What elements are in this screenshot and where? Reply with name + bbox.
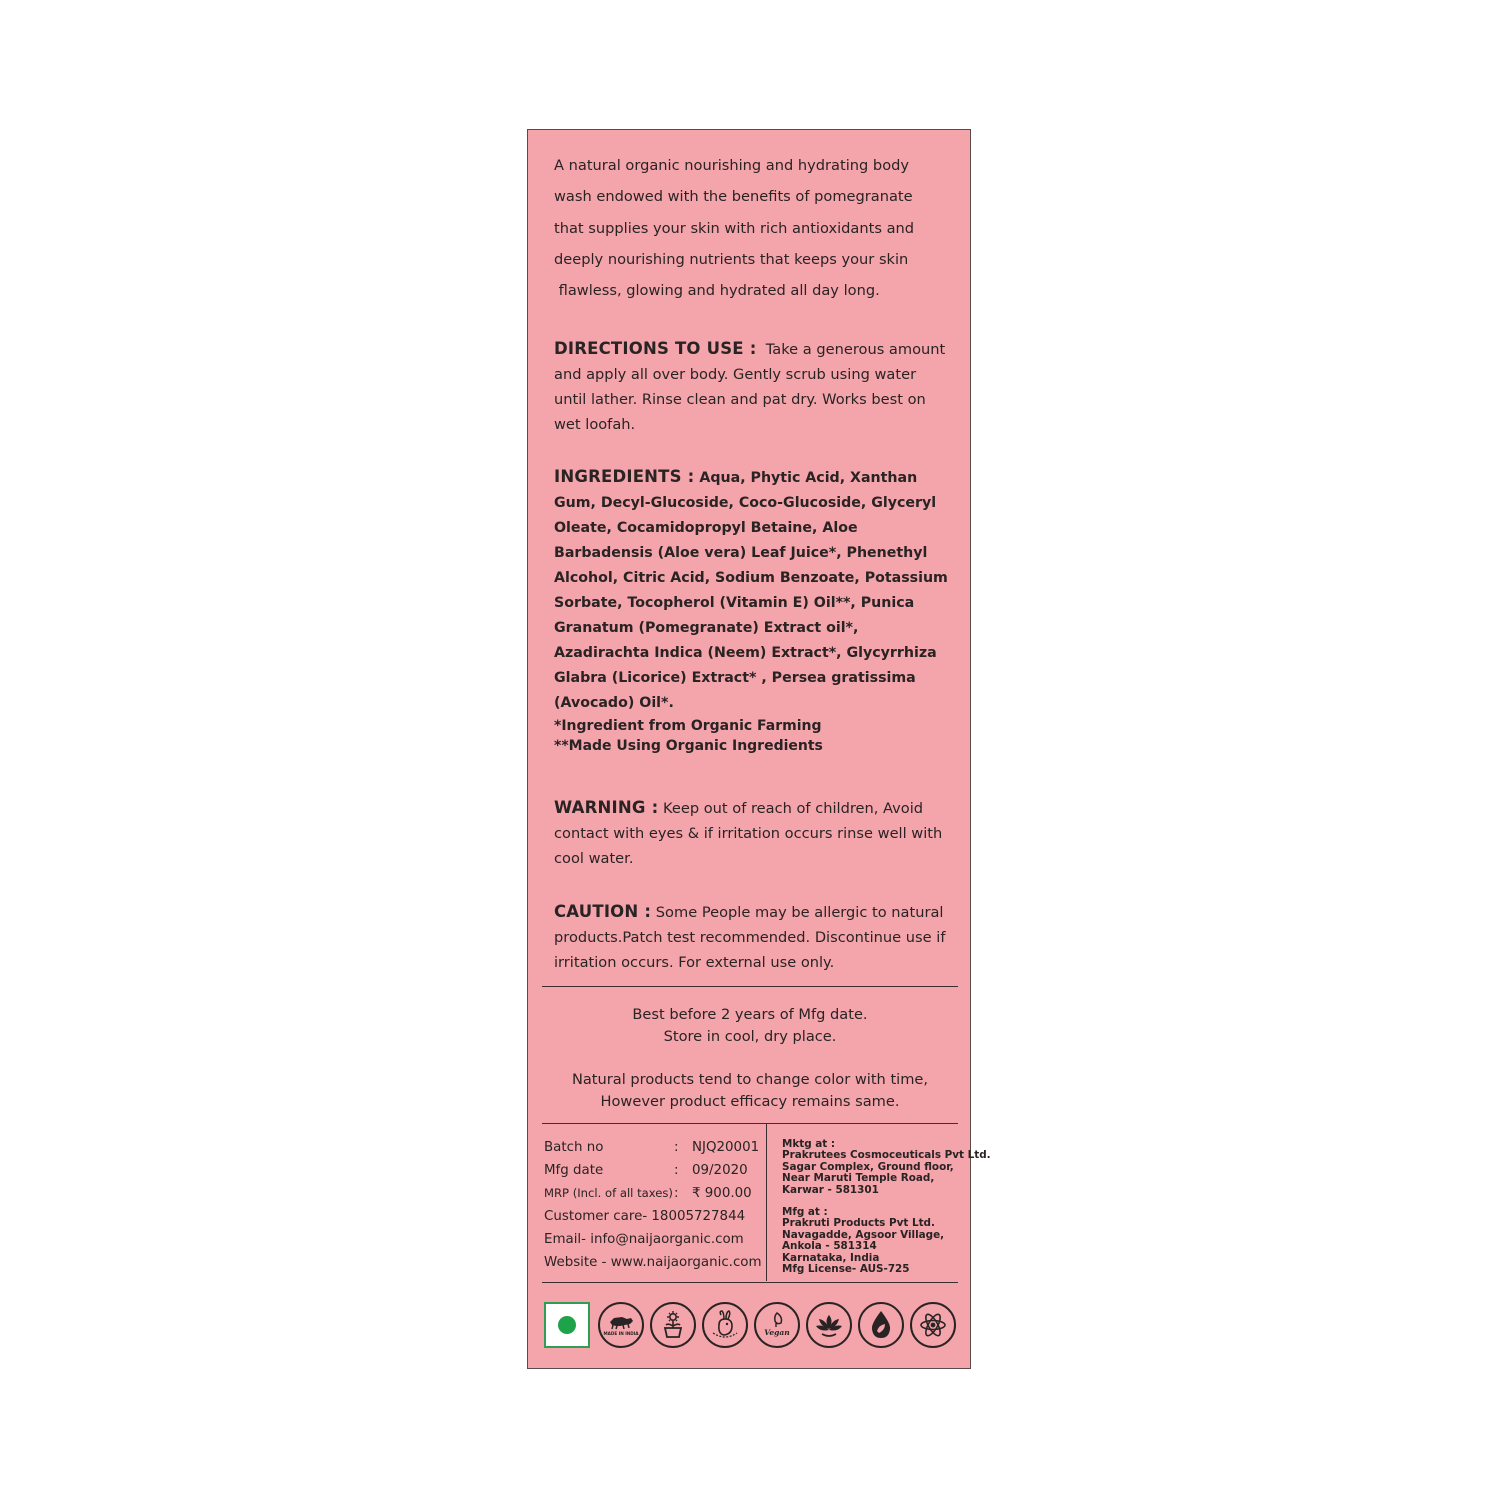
manufacturing-address: Ankola - 581314 [782,1240,877,1253]
mrp-label: MRP (Incl. of all taxes) [544,1186,673,1200]
cruelty-free-icon [702,1302,748,1348]
batch-value: NJQ20001 [692,1140,760,1155]
lotus-icon [806,1302,852,1348]
marketing-address: Karwar - 581301 [782,1183,879,1196]
manufacturing-company: Prakruti Products Pvt Ltd. [782,1217,935,1230]
ingredients-text: Aqua, Phytic Acid, Xanthan Gum, Decyl-Glucoside, Coco-Glucoside, Glyceryl Oleate, Cocamidopropyl Betaine, Aloe Barbadensis (Aloe vera) Leaf Juice*, Phenethyl Alcohol, Citric Acid, Sodium Benzoate, Potassium Sorbate, Tocopherol (Vitamin E) Oil**, Punica Granatum (Pomegranate) Extract oil*, Azadirachta Indica (Neem) Extract*, Glycyrrhiza Glabra (Licorice) Extract* , Persea gratissima (Avocado) Oil*. [554,470,948,711]
potted-plant-icon [650,1302,696,1348]
batch-label: Batch no [544,1140,604,1155]
veg-mark-icon [544,1302,590,1348]
divider [542,1282,958,1283]
separator: : [674,1140,679,1155]
manufacturing-address: Karnataka, India [782,1251,880,1264]
caution-text: Some People may be allergic to natural products.Patch test recommended. Discontinue use if irritation occurs. For external use only. [554,904,946,971]
mfg-date-label: Mfg date [544,1163,604,1178]
product-description [554,150,954,306]
product-label [527,129,991,1369]
directions-section [554,336,952,437]
water-drop-icon [858,1302,904,1348]
address-block [782,1138,991,1276]
warning-text: Keep out of reach of children, Avoid contact with eyes & if irritation occurs rinse well with cool water. [554,800,943,867]
made-in-india-text: MADE IN INDIA [603,1331,639,1336]
storage-info [528,1004,972,1048]
website: Website - www.naijaorganic.com [544,1255,762,1270]
directions-heading: DIRECTIONS TO USE : [554,339,757,358]
caution-section [554,899,952,975]
marketing-address: Near Maruti Temple Road, [782,1172,935,1185]
description-line: A natural organic nourishing and hydrating body [554,157,910,174]
divider [542,1123,958,1124]
ingredients-section [554,464,952,716]
marketing-address: Sagar Complex, Ground floor, [782,1160,954,1173]
vegan-text: Vegan [764,1328,790,1337]
made-in-india-icon [598,1302,644,1348]
description-line: flawless, glowing and hydrated all day long. [554,282,880,300]
best-before-text: Best before 2 years of Mfg date. [632,1006,868,1023]
manufacturing-address: Navagadde, Agsoor Village, [782,1228,945,1241]
store-text: Store in cool, dry place. [663,1028,837,1045]
ingredients-heading: INGREDIENTS : [554,467,695,486]
vegan-icon [754,1302,800,1348]
natural-note-line: Natural products tend to change color with time, [571,1071,929,1088]
footnote-organic-farming: *Ingredient from Organic Farming [554,718,822,734]
natural-products-note [528,1069,972,1113]
description-line: wash endowed with the benefits of pomegranate [554,188,913,206]
vertical-divider [766,1124,767,1281]
caution-heading: CAUTION : [554,902,652,921]
marketing-company: Prakrutees Cosmoceuticals Pvt Ltd. [782,1149,991,1162]
warning-section [554,795,952,871]
ingredient-footnotes [554,716,823,756]
email-address: Email- info@naijaorganic.com [544,1232,744,1247]
customer-care: Customer care- 18005727844 [544,1209,746,1224]
footnote-organic-ingredients: **Made Using Organic Ingredients [554,738,823,754]
manufacturing-label: Mfg at : [782,1206,828,1219]
product-details [544,1136,762,1274]
divider [542,986,958,987]
directions-text: Take a generous amount and apply all over body. Gently scrub using water until lather. Rinse clean and pat dry. Works best on wet loofah. [554,341,946,433]
atom-icon [910,1302,956,1348]
natural-note-line: However product efficacy remains same. [600,1093,900,1110]
marketing-label: Mktg at : [782,1138,836,1150]
description-line: deeply nourishing nutrients that keeps your skin [554,250,909,268]
mrp-row [544,1182,762,1205]
batch-row [544,1136,762,1159]
separator: : [674,1163,679,1178]
separator: : [674,1186,679,1201]
mrp-value: ₹ 900.00 [692,1186,752,1201]
description-line: that supplies your skin with rich antioxidants and [554,219,915,237]
mfg-date-value: 09/2020 [692,1163,748,1178]
manufacturing-license: Mfg License- AUS-725 [782,1263,910,1276]
mfg-date-row [544,1159,762,1182]
warning-heading: WARNING : [554,798,659,817]
